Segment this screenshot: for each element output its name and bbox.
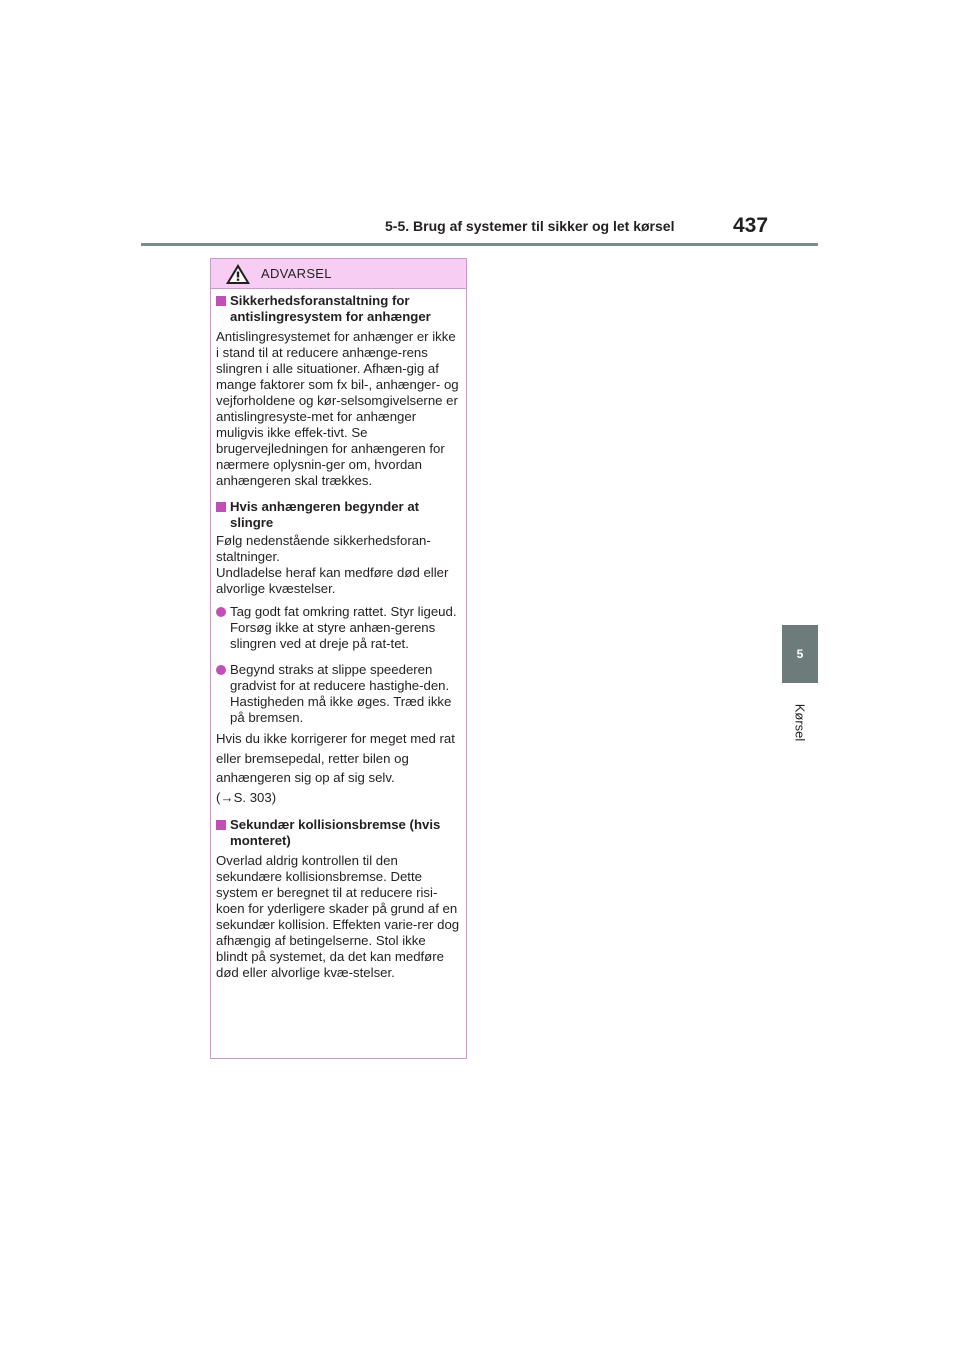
warning-title: ADVARSEL [261, 266, 332, 281]
warning-header [211, 259, 466, 289]
list-item-line: Hastigheden må ikke øges. Træd ikke på bremsen. [230, 694, 452, 725]
warning-triangle-icon [225, 263, 251, 285]
chapter-label: Kørsel [792, 703, 808, 742]
round-bullet-icon [216, 665, 226, 675]
paragraph: Følg nedenstående sikkerhedsforan-staltninger. [216, 533, 431, 564]
header-title: 5-5. Brug af systemer til sikker og let kørsel [385, 218, 675, 234]
square-bullet-icon [216, 296, 226, 306]
paragraph: Undladelse heraf kan medføre død eller alvorlige kvæstelser. [216, 565, 449, 596]
section-heading-text: Hvis anhængeren begynder at slingre [230, 499, 420, 530]
square-bullet-icon [216, 502, 226, 512]
chapter-tab: 5 [782, 625, 818, 683]
page-number: 437 [733, 214, 769, 237]
list-item-line: Begynd straks at slippe speederen gradvist for at reducere hastighe-den. [230, 662, 450, 693]
paragraph: Antislingresystemet for anhænger er ikke i stand til at reducere anhænge-rens slingren i alle situationer. Afhæn-gig af mange faktorer som fx bil-, anhænger- og vejforholdene og kør-selsomgivelserne er antislingresyste-met for anhænger muligvis ikke effek-tivt. Se brugervejledningen for anhængeren for nærmere oplysnin-ger om, hvordan anhængeren skal trækkes. [216, 329, 459, 488]
list-item [216, 604, 460, 652]
header-rule [141, 243, 818, 246]
round-bullet-icon [216, 607, 226, 617]
warning-body [211, 289, 466, 981]
square-bullet-icon [216, 820, 226, 830]
list-item-text: Tag godt fat omkring rattet. Styr ligeud. Forsøg ikke at styre anhæn-gerens slingren ved at dreje på rat-tet. [230, 604, 457, 651]
paragraph: Overlad aldrig kontrollen til den sekundære kollisionsbremse. Dette system er beregnet til at reducere risi-koen for yderligere skader på grund af en sekundær kollision. Effekten varie-rer dog afhængig af betingelserne. Stol ikke blindt på systemet, da det kan medføre død eller alvorlige kvæ-stelser. [216, 853, 460, 980]
list-item [216, 662, 460, 726]
warning-box [210, 258, 467, 1059]
section-heading [216, 499, 460, 531]
section-heading-text: Sikkerhedsforanstaltning for antislingresystem for anhænger [230, 293, 431, 324]
section-heading [216, 817, 460, 849]
list-item-text [230, 662, 460, 726]
page-reference: (→S. 303) [216, 789, 277, 805]
paragraph: Hvis du ikke korrigerer for meget med rat eller bremsepedal, retter bilen og anhængeren sig op af sig selv. [216, 731, 455, 785]
section-heading [216, 293, 460, 325]
section-heading-text: Sekundær kollisionsbremse (hvis monteret) [230, 817, 441, 848]
